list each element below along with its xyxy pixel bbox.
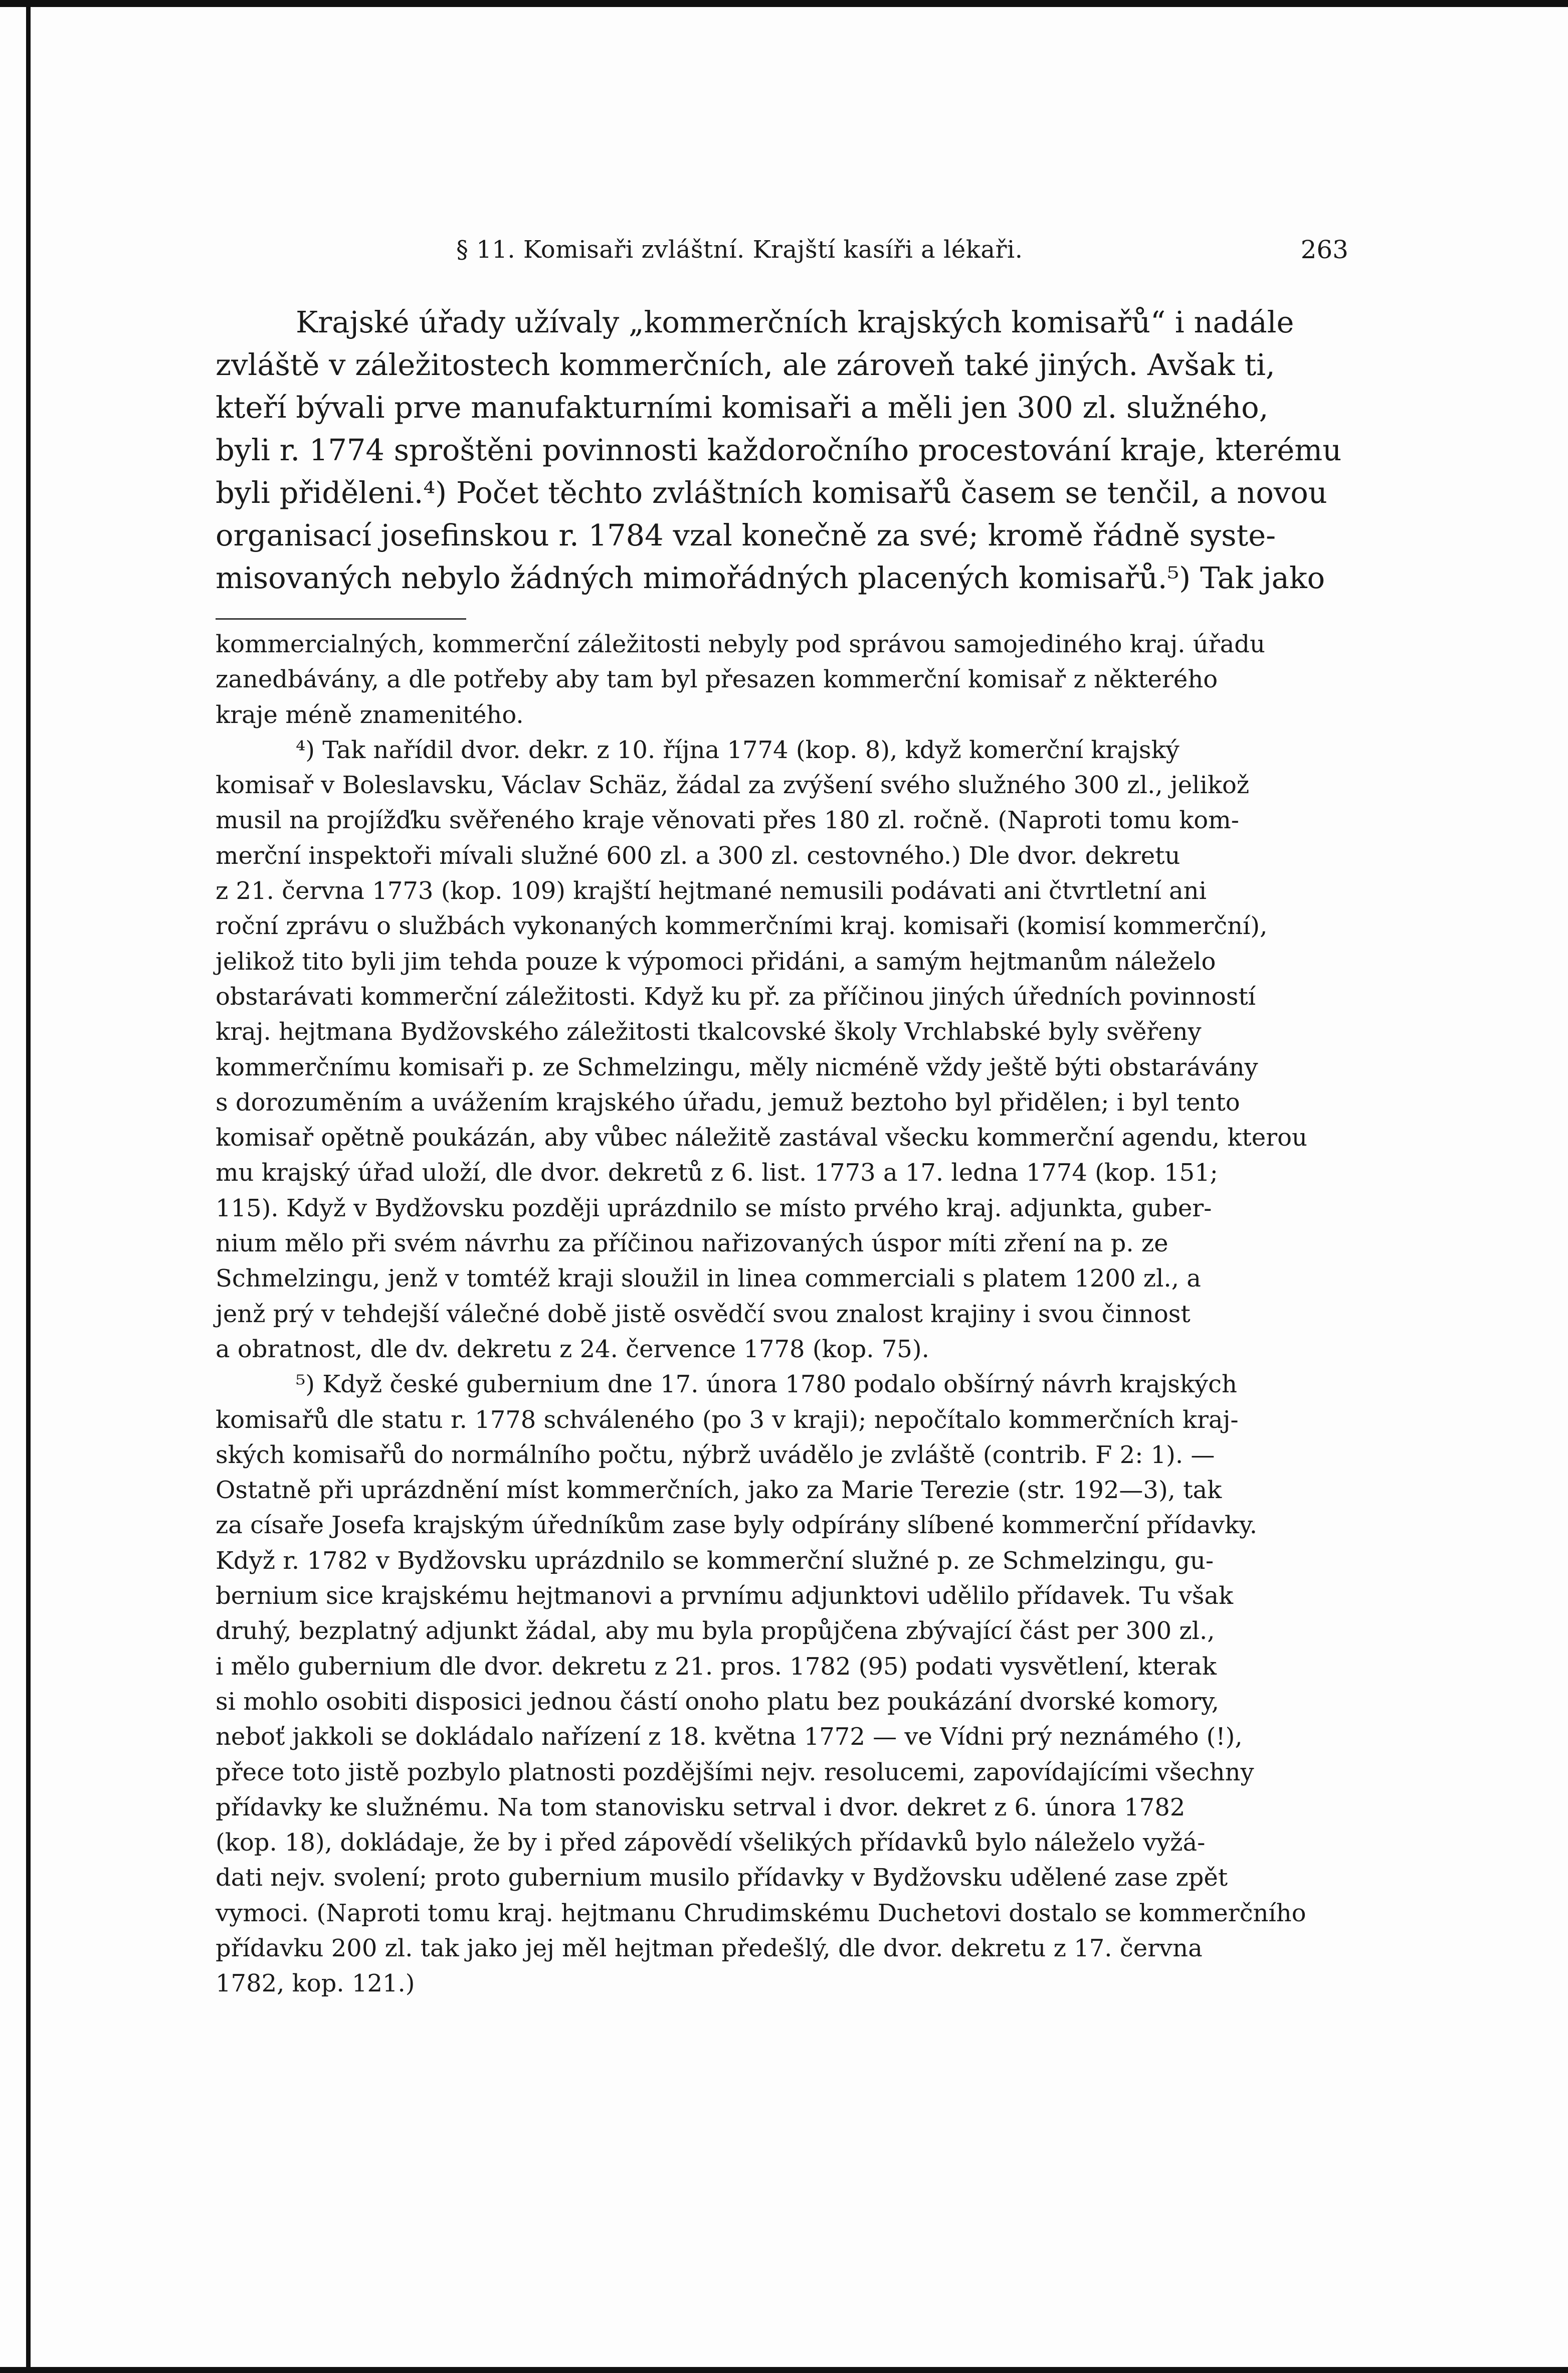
footnote-line: roční zprávu o službách vykonaných kommerčními kraj. komisaři (komisí kommerční), (216, 912, 1268, 941)
footnote-line: kommerčnímu komisaři p. ze Schmelzingu, měly nicméně vždy ještě býti obstarávány (216, 1053, 1258, 1081)
footnote-line: dati nejv. svolení; proto gubernium musilo přídavky v Bydžovsku udělené zase zpět (216, 1864, 1228, 1892)
footnote-line: merční inspektoři mívali služné 600 zl. a 300 zl. cestovného.) Dle dvor. dekretu (216, 841, 1181, 870)
footnote-line: (kop. 18), dokládaje, že by i před zápovědí všelikých přídavků bylo náleželo vyžá- (216, 1829, 1206, 1857)
footnote-line: 115). Když v Bydžovsku později uprázdnilo se místo prvého kraj. adjunkta, guber- (216, 1194, 1212, 1222)
footnote-line: Schmelzingu, jenž v tomtéž kraji sloužil in linea commerciali s platem 1200 zl., a (216, 1264, 1201, 1293)
footnote-line: nium mělo při svém návrhu za příčinou nařizovaných úspor míti zření na p. ze (216, 1229, 1168, 1258)
footnote-line: kraj. hejtmana Bydžovského záležitosti tkalcovské školy Vrchlabské byly svěřeny (216, 1018, 1202, 1046)
footnote-line: ských komisařů do normálního počtu, nýbrž uvádělo je zvláště (contrib. F 2: 1). — (216, 1440, 1215, 1469)
footnote-line: musil na projížďku svěřeného kraje věnovati přes 180 zl. ročně. (Naproti tomu kom- (216, 806, 1239, 835)
footnote-line: kommercialných, kommerční záležitosti nebyly pod správou samojediného kraj. úřadu (216, 630, 1265, 658)
footnote-line: s dorozuměním a uvážením krajského úřadu, jemuž beztoho byl přidělen; i byl tento (216, 1088, 1240, 1117)
footnote-line: komisař opětně poukázán, aby vůbec náležitě zastával všecku kommerční agendu, kterou (216, 1124, 1307, 1152)
footnote-line: přídavku 200 zl. tak jako jej měl hejtman předešlý, dle dvor. dekretu z 17. června (216, 1934, 1203, 1962)
scan-border-bottom (0, 2367, 1568, 2373)
footnote-line: přídavky ke služnému. Na tom stanovisku setrval i dvor. dekret z 6. února 1782 (216, 1793, 1186, 1821)
footnote-line: za císaře Josefa krajským úředníkům zase byly odpírány slíbené kommerční přídavky. (216, 1511, 1257, 1540)
footnote-line: Když r. 1782 v Bydžovsku uprázdnilo se kommerční služné p. ze Schmelzingu, gu- (216, 1546, 1214, 1575)
footnote-line: neboť jakkoli se dokládalo nařízení z 18. května 1772 — ve Vídni prý neznámého (!), (216, 1723, 1243, 1751)
footnote-line: z 21. června 1773 (kop. 109) krajští hejtmané nemusili podávati ani čtvrtletní ani (216, 877, 1207, 905)
footnote-line: si mohlo osobiti disposici jednou částí onoho platu bez poukázání dvorské komory, (216, 1687, 1220, 1716)
footnote-line: bernium sice krajskému hejtmanovi a prvnímu adjunktovi udělilo přídavek. Tu však (216, 1582, 1234, 1610)
footnote-line: mu krajský úřad uloží, dle dvor. dekretů z 6. list. 1773 a 17. ledna 1774 (kop. 151; (216, 1159, 1218, 1187)
footnote-line: Ostatně při uprázdnění míst kommerčních, jako za Marie Terezie (str. 192—3), tak (216, 1476, 1222, 1505)
footnotes (216, 627, 1348, 2001)
footnote-line: komisařů dle statu r. 1778 schváleného (po 3 v kraji); nepočítalo kommerčních kraj- (216, 1405, 1239, 1434)
body-line: kteří bývali prve manufakturními komisaři a měli jen 300 zl. služného, (216, 390, 1269, 425)
footnote-line: přece toto jistě pozbylo platnosti pozdějšími nejv. resolucemi, zapovídajícími všechny (216, 1758, 1254, 1786)
footnote-line: ⁴) Tak nařídil dvor. dekr. z 10. října 1774 (kop. 8), když komerční krajský (296, 736, 1180, 764)
footnote-line: 1782, kop. 121.) (216, 1969, 415, 1998)
footnote-line: komisař v Boleslavsku, Václav Schäz, žádal za zvýšení svého služného 300 zl., jelikož (216, 771, 1250, 800)
footnote-line: vymoci. (Naproti tomu kraj. hejtmanu Chrudimskému Duchetovi dostalo se kommerčního (216, 1899, 1306, 1927)
footnote-line: druhý, bezplatný adjunkt žádal, aby mu byla propůjčena zbývající část per 300 zl., (216, 1617, 1215, 1646)
main-paragraph (216, 301, 1348, 599)
body-line: Krajské úřady užívaly „kommerčních krajských komisařů“ i nadále (296, 305, 1294, 339)
footnote-line: ⁵) Když české gubernium dne 17. února 1780 podalo obšírný návrh krajských (296, 1370, 1237, 1399)
page-number: 263 (1300, 235, 1348, 264)
running-header (216, 230, 1348, 270)
footnote-line: jelikož tito byli jim tehda pouze k výpomoci přidáni, a samým hejtmanům náleželo (216, 947, 1216, 976)
header-title: § 11. Komisaři zvláštní. Krajští kasíři a lékaři. (456, 236, 1023, 264)
body-line: organisací josefinskou r. 1784 vzal konečně za své; kromě řádně syste- (216, 518, 1276, 553)
body-line: misovaných nebylo žádných mimořádných placených komisařů.⁵) Tak jako (216, 561, 1325, 595)
footnote-line: zanedbávány, a dle potřeby aby tam byl přesazen kommerční komisař z některého (216, 665, 1218, 694)
scan-border-top (0, 0, 1568, 7)
body-line: byli přiděleni.⁴) Počet těchto zvláštních komisařů časem se tenčil, a novou (216, 475, 1327, 510)
footnote-line: a obratnost, dle dv. dekretu z 24. července 1778 (kop. 75). (216, 1335, 929, 1363)
scan-border-left (26, 7, 31, 2367)
footnote-line: kraje méně znamenitého. (216, 700, 524, 729)
body-line: byli r. 1774 sproštěni povinnosti každoročního procestování kraje, kterému (216, 433, 1342, 467)
body-line: zvláště v záležitostech kommerčních, ale zároveň také jiných. Avšak ti, (216, 347, 1275, 382)
footnote-line: jenž prý v tehdejší válečné době jistě osvědčí svou znalost krajiny i svou činnost (216, 1300, 1191, 1328)
footnote-separator (216, 618, 466, 620)
footnote-line: i mělo gubernium dle dvor. dekretu z 21. pros. 1782 (95) podati vysvětlení, kterak (216, 1652, 1217, 1681)
footnote-line: obstarávati kommerční záležitosti. Když ku př. za příčinou jiných úředních povinností (216, 982, 1256, 1011)
